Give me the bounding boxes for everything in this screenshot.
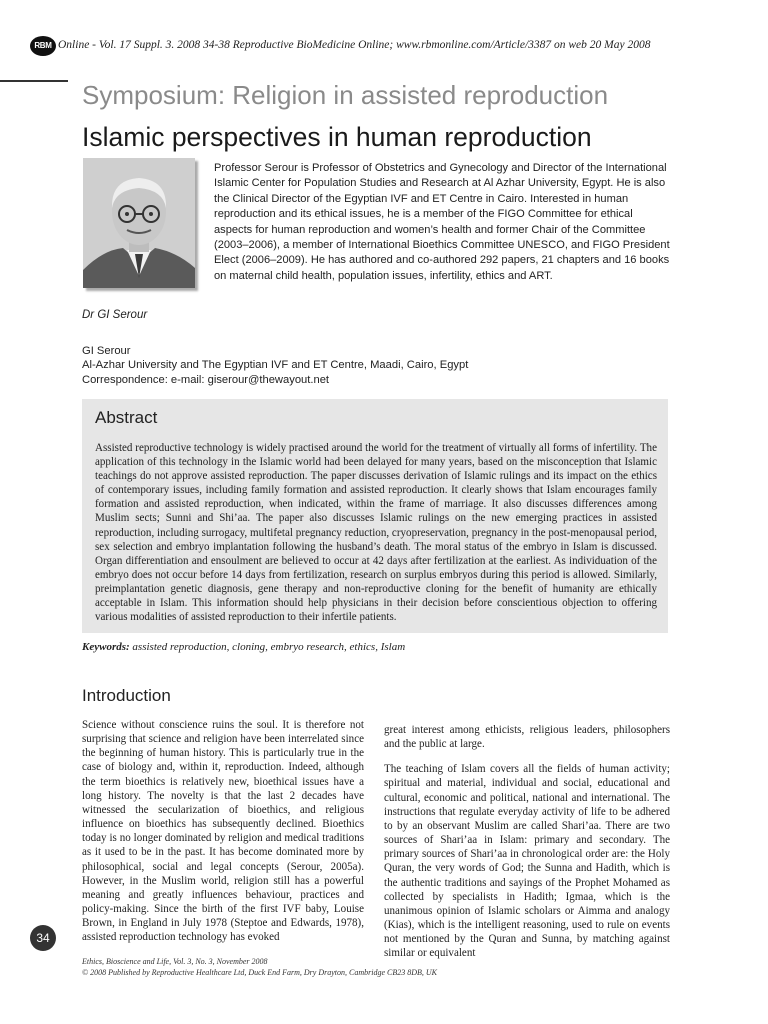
author-name: GI Serour (82, 345, 131, 357)
author-affiliation-block (82, 344, 468, 387)
footer-copyright: © 2008 Published by Reproductive Healthcare Ltd, Duck End Farm, Dry Drayton, Cambridge CB23 8DB, UK (82, 968, 437, 977)
journal-citation: Online - Vol. 17 Suppl. 3. 2008 34-38 Reproductive BioMedicine Online; www.rbmonline.com/Article/3387 on web 20 May 2008 (58, 39, 651, 51)
left-column (82, 718, 364, 956)
paragraph: Science without conscience ruins the soul. It is therefore not surprising that science and religion have been interrelated since the beginning of human history. This is particularly true in the case of biology and, within it, reproduction. Indeed, although the term bioethics is relatively new, bioethical issues have a long history. The novelty is that the last 2 decades have witnessed the secularization of bioethics, and religious influence on bioethics has subsequently declined. Bioethics today is no longer dominated by religion and medical traditions as it used to be in the past. It has become dominated more by philosophical, social and legal concepts (Serour, 2005a). However, in the Muslim world, religion still has a powerful meaning and greatly influences behaviour, practices and policy-making. Since the birth of the first IVF baby, Louise Brown, in England in July 1978 (Steptoe and Edwards, 1978), assisted reproduction technology has evoked (82, 719, 364, 944)
author-correspondence: Correspondence: e-mail: giserour@thewayout.net (82, 373, 330, 386)
footer-journal: Ethics, Bioscience and Life, Vol. 3, No. 3, November 2008 (82, 957, 268, 966)
footer (82, 956, 437, 978)
symposium-title: Symposium: Religion in assisted reproduction (82, 80, 609, 110)
right-column (384, 723, 670, 972)
paragraph: The teaching of Islam covers all the fields of human activity; spiritual and material, individual and social, educational and cultural, economic and political, national and international. The instructions that regulate everyday activity of life to be adhered to by an observant Muslim are called Shari’aa. There are two sources of Shari’aa in Islam: primary and secondary. The primary sources of Shari’aa in chronological order are: the Holy Quran, the very words of God; the Sunna and Hadith, which is the authentic traditions and sayings of the Prophet Mohamed as collected by specialists in Hadith; Igmaa, which is the unanimous opinion of Islamic scholars or Aimma and analogy (Kias), which is the intelligent reasoning, used to rule on events not mentioned by the Quran and Sunna, by matching against similar or equivalent (384, 763, 670, 960)
introduction-heading: Introduction (82, 686, 171, 705)
rbm-online-logo: RBM (30, 36, 56, 56)
portrait-image (83, 158, 195, 288)
abstract-heading: Abstract (95, 408, 158, 427)
paragraph: great interest among ethicists, religious leaders, philosophers and the public at large. (384, 724, 670, 751)
page-number: 34 (30, 925, 56, 951)
author-bio: Professor Serour is Professor of Obstetrics and Gynecology and Director of the International Islamic Center for Population Studies and Research at Al Azhar University, Egypt. He is also the Clinical Director of the Egyptian IVF and ET Centre in Cairo. Interested in human reproduction and its ethical issues, he is a member of the FIGO Committee for ethical aspects for human reproduction and women’s health and former Chair of the Committee (2003–2006), a member of International Bioethics Committee UNESCO, and FIGO President Elect (2006–2009). He has authored and co-authored 292 papers, 21 chapters and 16 books on maternal child health, population issues, infertility, ethics and ART. (214, 162, 670, 282)
author-affiliation: Al-Azhar University and The Egyptian IVF and ET Centre, Maadi, Cairo, Egypt (82, 359, 469, 372)
abstract-text: Assisted reproductive technology is widely practised around the world for the treatment of virtually all forms of infertility. The application of this technology in the Islamic world had been delayed for many years, based on the misconception that Islamic teachings do not approve assisted reproduction. The paper discusses derivation of Islamic rulings and its impact on the ethics of contemporary issues, including family formation and assisted reproduction. It clearly shows that Islam encourages family formation and assisted reproduction, when indicated, within the frame of marriage. It also discusses differences among Muslim sects; Sunni and Shi’aa. The paper also discusses Islamic rulings on the new emerging practices in assisted reproduction, including surrogacy, multifetal pregnancy reduction, cryopreservation, pregnancy in the post-menopausal period, sex selection and embryo implantation following the husband’s death. The moral status of the embryo in Islam is discussed. Organ differentiation and ensoulment are believed to occur at 42 days after fertilization at the earliest. As individuation of the embryo does not occur before 14 days from fertilization, research on surplus embryos during this period is allowed. Similarly, preimplantation genetic diagnosis, gene therapy and non-reproductive cloning for the benefit of humanity are ethically acceptable in Islam. This information should help physicians in their decision before conscientious objection to offering various modalities of assisted reproduction to their infertile patients. (95, 442, 657, 624)
article-title: Islamic perspectives in human reproduction (82, 122, 592, 152)
author-portrait (83, 158, 195, 288)
keywords-text: assisted reproduction, cloning, embryo research, ethics, Islam (132, 641, 406, 653)
keywords (82, 641, 405, 653)
header-rule (0, 80, 68, 82)
photo-caption: Dr GI Serour (82, 309, 148, 321)
keywords-label: Keywords: (82, 641, 130, 653)
